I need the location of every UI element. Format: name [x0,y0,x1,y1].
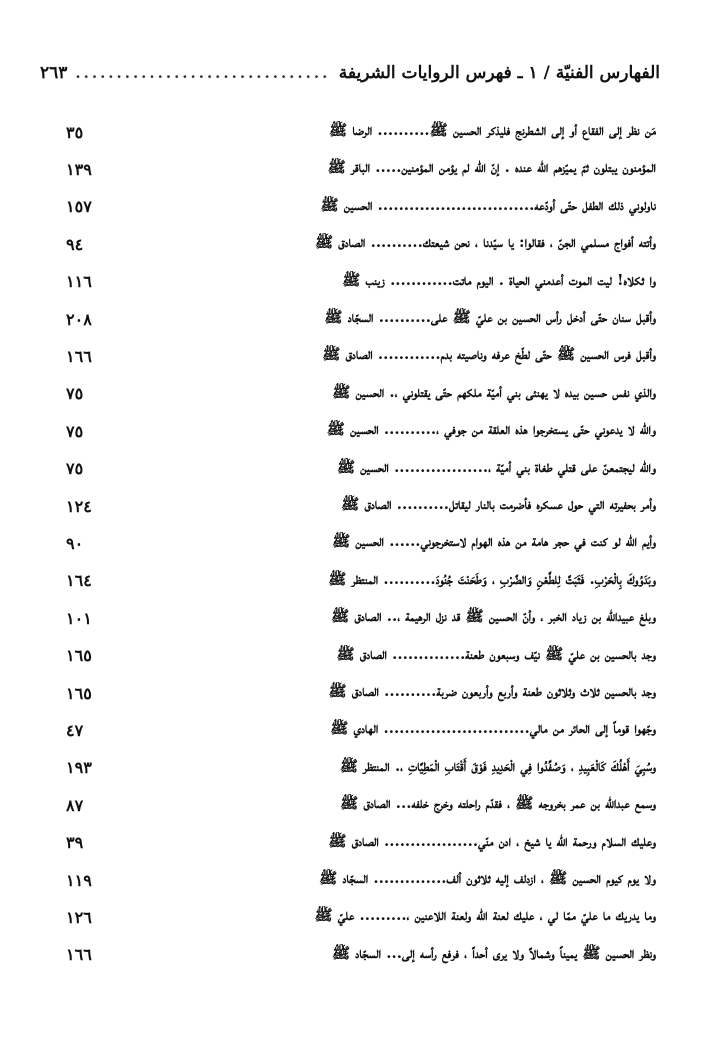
index-entry [66,939,656,971]
index-entry [66,228,656,260]
index-entry [66,116,656,148]
index-entry [66,527,656,559]
entry-text: وبلغ عبيدالله بن زياد الخبر ، وأنّ الحسين ﷺ قد نزل الرهيمة ،.. الصادق ﷺ [331,607,656,626]
index-entry [66,640,656,672]
index-entry [66,789,656,821]
index-entry [66,378,656,410]
entry-page-number: ١٣٩ [66,159,92,179]
page-number: ٢٦٣ [40,63,68,83]
entry-text: وجّهوا قوماً إلى الحائر من مالي............................ الهادي ﷺ [330,719,656,738]
index-entry [66,602,656,634]
entry-page-number: ٣٥ [66,122,84,142]
entry-text: والله ليجتمعنّ على قتلي طغاة بني أميّة ،.................. الحسين ﷺ [336,457,656,476]
entry-text: وبَدَوُوكَ بِالْحَرْبِ. فَثَبَتَّ لِلطَّعْنِ وَالضَّرْبِ ، وَطَحَنْتَ جُنُودَ.......... المنتظر ﷺ [328,569,656,588]
index-entry [66,490,656,522]
entry-page-number: ١٥٧ [66,197,92,217]
entry-page-number: ٤٧ [66,720,84,740]
entry-text: وأقبل سنان حتّى أدخل رأس الحسين بن عليّ ﷺ على.......... السجّاد ﷺ [324,308,656,326]
entry-text: مَن نظر إلى الفقاع أو إلى الشطرنج فليذكر الحسين ﷺ.......... الرضا ﷺ [329,121,656,139]
entry-page-number: ٧٥ [66,384,84,404]
index-entry [66,565,656,597]
entry-text: المؤمنون يبتلون ثمّ يميّزهم الله عنده . إنّ الله لم يؤمن المؤمنين..... الباقر ﷺ [327,158,656,177]
entry-page-number: ١٩٣ [66,758,92,778]
index-entry [66,901,656,933]
entry-page-number: ١٦٤ [66,571,92,591]
entry-page-number: ٩٠ [66,533,84,553]
entry-text: وأتته أفواج مسلمي الجنّ ، فقالوا: يا سيّدنا ، نحن شيعتك.......... الصادق ﷺ [314,233,656,252]
index-entry [66,714,656,746]
entry-page-number: ١٦٦ [66,945,92,965]
entry-page-number: ١١٩ [66,870,92,890]
entry-text: وسُبِيَ أَهْلُكَ كَالْعَبِيدِ ، وَصُفِّدُوا فِي الْحَدِيدِ فَوْقَ أَقْتَابِ الْمَطِيَّاتِ ،. المنتظر ﷺ [339,756,656,775]
index-entry [66,415,656,447]
entry-page-number: ٨٧ [66,795,84,815]
index-entry [66,864,656,896]
index-entry [66,153,656,185]
entry-text: والذي نفس حسين بيده لا يهنئى بني أميّة ملكهم حتّى يقتلوني ،. الحسين ﷺ [332,382,656,401]
header-leader-dots: ............................... [75,64,331,82]
header-title: الفهارس الفنيّة / ١ ـ فهرس الروايات الشريفة [338,63,660,83]
entry-page-number: ١٦٥ [66,646,92,666]
entry-page-number: ١٢٦ [66,907,92,927]
entry-page-number: ٧٥ [66,459,84,479]
entry-page-number: ١١٦ [66,272,92,292]
entry-text: وأمر بحفيرته التي حول عسكره فأضرمت بالنار ليقاتل.......... الصادق ﷺ [341,495,656,513]
index-entry [66,191,656,223]
entry-page-number: ١٦٥ [66,683,92,703]
entry-page-number: ٩٤ [66,234,84,254]
entry-text: وسمع عبدالله بن عمر بخروجه ﷺ ، فقدّم راحلته وخرج خلفه... الصادق ﷺ [340,794,656,813]
entry-text: وعليك السلام ورحمة الله يا شيخ ، ادن منّي.................. الصادق ﷺ [328,831,656,850]
index-entry [66,677,656,709]
entry-text: ولا يوم كيوم الحسين ﷺ ، ازدلف إليه ثلاثون ألف.............. السجّاد ﷺ [319,869,656,887]
entry-page-number: ١٦٦ [66,346,92,366]
entry-text: وجد بالحسين ثلاث وثلاثون طعنة وأربع وأربعون ضربة.......... الصادق ﷺ [328,682,656,700]
entry-page-number: ١٢٤ [66,496,92,516]
index-entry [66,303,656,335]
page-header [40,58,660,88]
entry-text: وأيم الله لو كنت في حجر هامة من هذه الهوام لاستخرجوني...... الحسين ﷺ [332,532,656,551]
entry-text: والله لا يدعوني حتّى يستخرجوا هذه العلقة من جوفي ،.......... الحسين ﷺ [326,420,656,439]
index-entry [66,827,656,859]
entry-text: ناولوني ذلك الطفل حتّى أودّعه.............................. الحسين ﷺ [320,195,656,214]
index-entry [66,266,656,298]
entry-page-number: ٢٠٨ [66,309,92,329]
entry-text: وما يدريك ما عليّ ممّا لي ، عليك لعنة الله ولعنة اللاعنين ،......... عليّ ﷺ [314,906,656,925]
entry-text: وجد بالحسين بن عليّ ﷺ نيّف وسبعون طعنة.............. الصادق ﷺ [336,644,656,663]
entry-text: وا ثكلاه! ليت الموت أعدمني الحياة . اليوم ماتت............ زينب ﷺ [342,270,656,289]
entry-page-number: ٧٥ [66,421,84,441]
index-entry [66,453,656,485]
entry-page-number: ٣٩ [66,833,84,853]
index-entry [66,340,656,372]
index-entry [66,752,656,784]
entry-page-number: ١٠١ [66,608,92,628]
entry-text: وأقبل فرس الحسين ﷺ حتّى لطّخ عرفه وناصيته بدم............ الصادق ﷺ [322,345,656,364]
entry-text: ونظر الحسين ﷺ يميناً وشمالاً ولا يرى أحداً ، فرفع رأسه إلى... السجّاد ﷺ [331,943,656,962]
